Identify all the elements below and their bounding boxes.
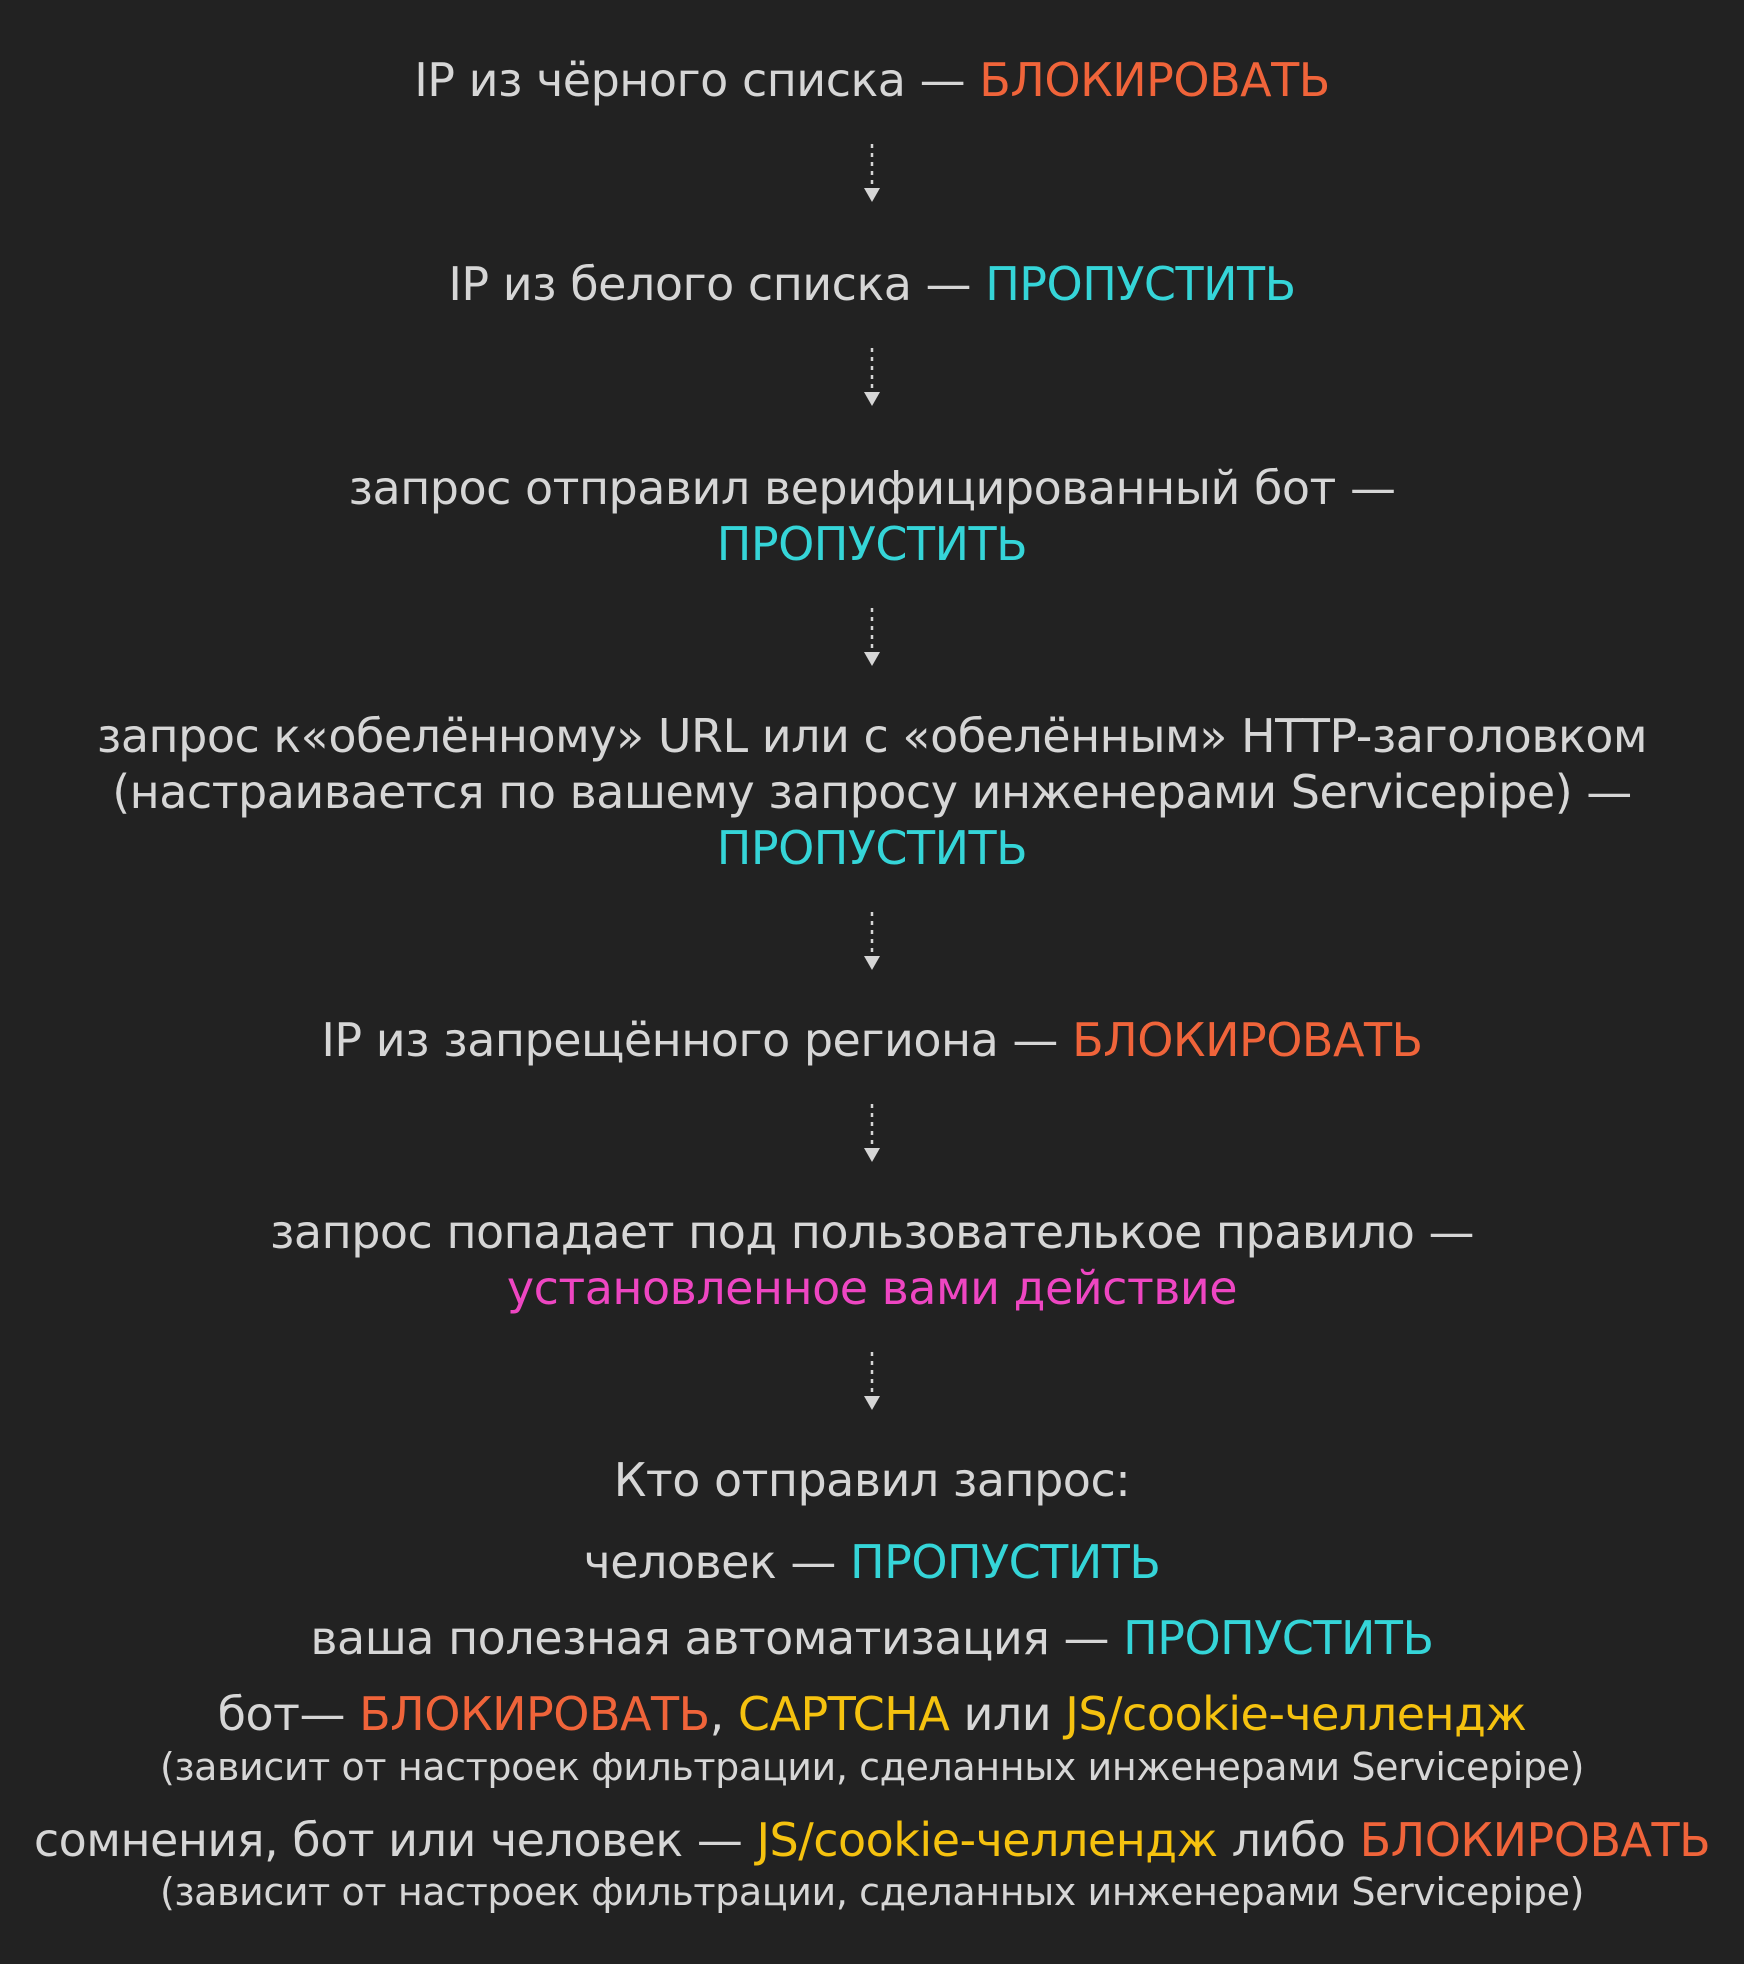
condition-text: человек —	[583, 1535, 850, 1589]
final-doubt-note	[0, 1868, 1744, 1916]
condition-text: IP из белого списка —	[448, 257, 986, 311]
step-whitelist-ip	[0, 256, 1744, 312]
action-pass: ПРОПУСТИТЬ	[1123, 1611, 1434, 1665]
action-block: БЛОКИРОВАТЬ	[359, 1687, 710, 1741]
separator: или	[949, 1687, 1066, 1741]
note-text: (зависит от настроек фильтрации, сделанных инженерами Servicepipe)	[159, 1745, 1585, 1789]
final-title-text: Кто отправил запрос:	[613, 1453, 1131, 1507]
final-doubt	[0, 1812, 1744, 1868]
condition-text: ваша полезная автоматизация —	[310, 1611, 1124, 1665]
action-js-challenge: JS/cookie-челлендж	[756, 1813, 1218, 1867]
final-bot-note	[0, 1743, 1744, 1791]
step-verified-bot	[0, 460, 1744, 516]
final-title	[0, 1452, 1744, 1508]
step-custom-rule	[0, 1204, 1744, 1260]
action-js-challenge: JS/cookie-челлендж	[1065, 1687, 1527, 1741]
action-pass: ПРОПУСТИТЬ	[850, 1535, 1161, 1589]
flow-arrow-2	[862, 346, 882, 408]
step-blacklist-ip	[0, 52, 1744, 108]
condition-text: запрос отправил верифицированный бот —	[348, 461, 1396, 515]
action-pass: ПРОПУСТИТЬ	[985, 257, 1296, 311]
separator: либо	[1217, 1813, 1360, 1867]
step-verified-bot-action	[0, 516, 1744, 572]
step-forbidden-region	[0, 1012, 1744, 1068]
flow-arrow-1	[862, 142, 882, 204]
action-block: БЛОКИРОВАТЬ	[1359, 1813, 1711, 1867]
condition-text: IP из запрещённого региона —	[321, 1013, 1073, 1067]
condition-text: IP из чёрного списка —	[414, 53, 980, 107]
action-block: БЛОКИРОВАТЬ	[979, 53, 1330, 107]
flow-arrow-4	[862, 910, 882, 972]
condition-note: (настраивается по вашему запросу инженерами Servicepipe) —	[112, 765, 1632, 819]
action-pass: ПРОПУСТИТЬ	[716, 821, 1028, 875]
flow-arrow-6	[862, 1350, 882, 1412]
condition-text: запрос попадает под пользователькое правило —	[269, 1205, 1475, 1259]
step-whitelisted-url	[0, 708, 1744, 764]
condition-text: сомнения, бот или человек —	[33, 1813, 757, 1867]
step-whitelisted-url-note	[0, 764, 1744, 820]
flow-arrow-3	[862, 606, 882, 668]
condition-text: бот—	[217, 1687, 360, 1741]
action-captcha: CAPTCHA	[737, 1687, 950, 1741]
note-text: (зависит от настроек фильтрации, сделанных инженерами Servicepipe)	[159, 1870, 1585, 1914]
action-custom: установленное вами действие	[506, 1261, 1238, 1315]
action-block: БЛОКИРОВАТЬ	[1072, 1013, 1423, 1067]
final-bot	[0, 1686, 1744, 1742]
condition-text: запрос к«обелённому» URL или с «обелённым» HTTP-заголовком	[96, 709, 1648, 763]
separator: ,	[709, 1687, 738, 1741]
step-custom-rule-action	[0, 1260, 1744, 1316]
step-whitelisted-url-action	[0, 820, 1744, 876]
final-human	[0, 1534, 1744, 1590]
final-automation	[0, 1610, 1744, 1666]
flow-arrow-5	[862, 1102, 882, 1164]
action-pass: ПРОПУСТИТЬ	[716, 517, 1028, 571]
